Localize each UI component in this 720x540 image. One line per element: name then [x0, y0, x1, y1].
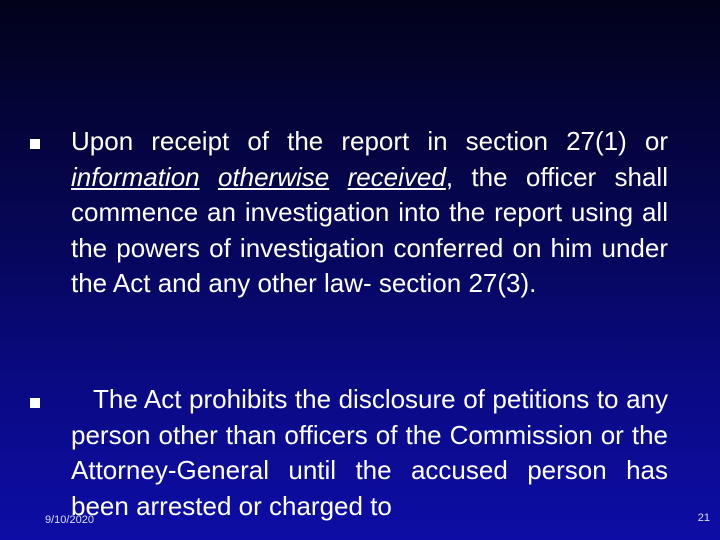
emphasized-term: information	[71, 161, 200, 192]
emphasized-term: otherwise	[217, 161, 330, 192]
square-bullet-icon	[30, 139, 40, 149]
bullet-text: The Act prohibits the disclosure of petitions to any person other than officers of the Commission or the Attorney-General until the accused person has been arrested or charged to	[71, 384, 668, 521]
bullet-text-part: Upon receipt of the report in section 27(1) or	[71, 126, 668, 156]
emphasized-term: received	[347, 161, 446, 192]
square-bullet-icon	[30, 398, 40, 408]
footer-date: 9/10/2020	[45, 514, 94, 526]
bullet-text	[71, 124, 668, 302]
slide-number: 21	[697, 512, 710, 524]
bullet-text-part: , the officer shall commence an investigation into the report using all the powers of investigation conferred on him under the Act and any other law- section 27(3).	[71, 161, 668, 298]
